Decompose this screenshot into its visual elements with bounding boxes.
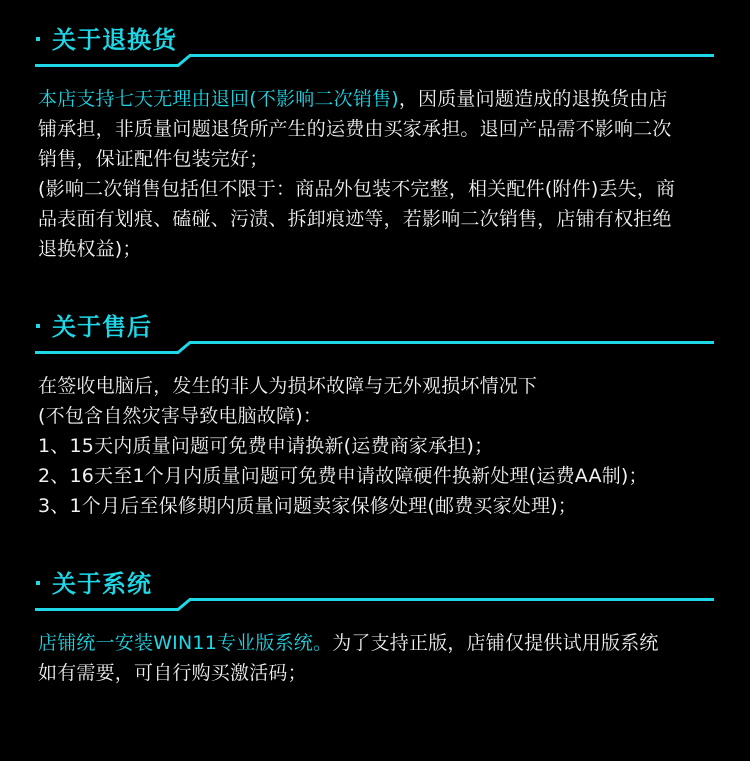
body-line: 本店支持七天无理由退回(不影响二次销售)，因质量问题造成的退换货由店 — [38, 88, 668, 110]
returns-body — [38, 84, 718, 264]
system-title: 关于系统 — [52, 570, 152, 598]
body-line: 在签收电脑后，发生的非人为损坏故障与无外观损坏情况下 — [38, 375, 538, 397]
bullet-icon — [36, 581, 40, 585]
after-sales-body — [38, 371, 718, 521]
body-line: 3、1个月后至保修期内质量问题卖家保修处理(邮费买家处理)； — [38, 495, 578, 517]
body-line: 退换权益)； — [38, 238, 142, 260]
body-line: 如有需要，可自行购买激活码； — [38, 662, 307, 684]
section-divider — [33, 339, 717, 355]
body-line: 铺承担，非质量问题退货所产生的运费由买家承担。退回产品需不影响二次 — [38, 118, 672, 140]
returns-title: 关于退换货 — [52, 26, 177, 54]
body-line: 2、16天至1个月内质量问题可免费申请故障硬件换新处理(运费AA制)； — [38, 465, 648, 487]
bullet-icon — [36, 37, 40, 41]
system-body — [38, 628, 718, 688]
body-line: (不包含自然灾害导致电脑故障)： — [38, 405, 323, 427]
body-line: 1、15天内质量问题可免费申请换新(运费商家承担)； — [38, 435, 494, 457]
bullet-icon — [36, 324, 40, 328]
after-sales-heading — [36, 307, 152, 342]
body-line: 品表面有划痕、磕碰、污渍、拆卸痕迹等，若影响二次销售，店铺有权拒绝 — [38, 208, 672, 230]
after-sales-title: 关于售后 — [52, 313, 152, 341]
system-heading — [36, 564, 152, 599]
section-divider — [33, 52, 717, 68]
section-divider — [33, 596, 717, 612]
body-line: 销售，保证配件包装完好； — [38, 148, 269, 170]
returns-heading — [36, 20, 177, 55]
body-line: (影响二次销售包括但不限于：商品外包装不完整，相关配件(附件)丢失，商 — [38, 178, 676, 200]
body-line: 店铺统一安装WIN11专业版系统。为了支持正版，店铺仅提供试用版系统 — [38, 632, 659, 654]
